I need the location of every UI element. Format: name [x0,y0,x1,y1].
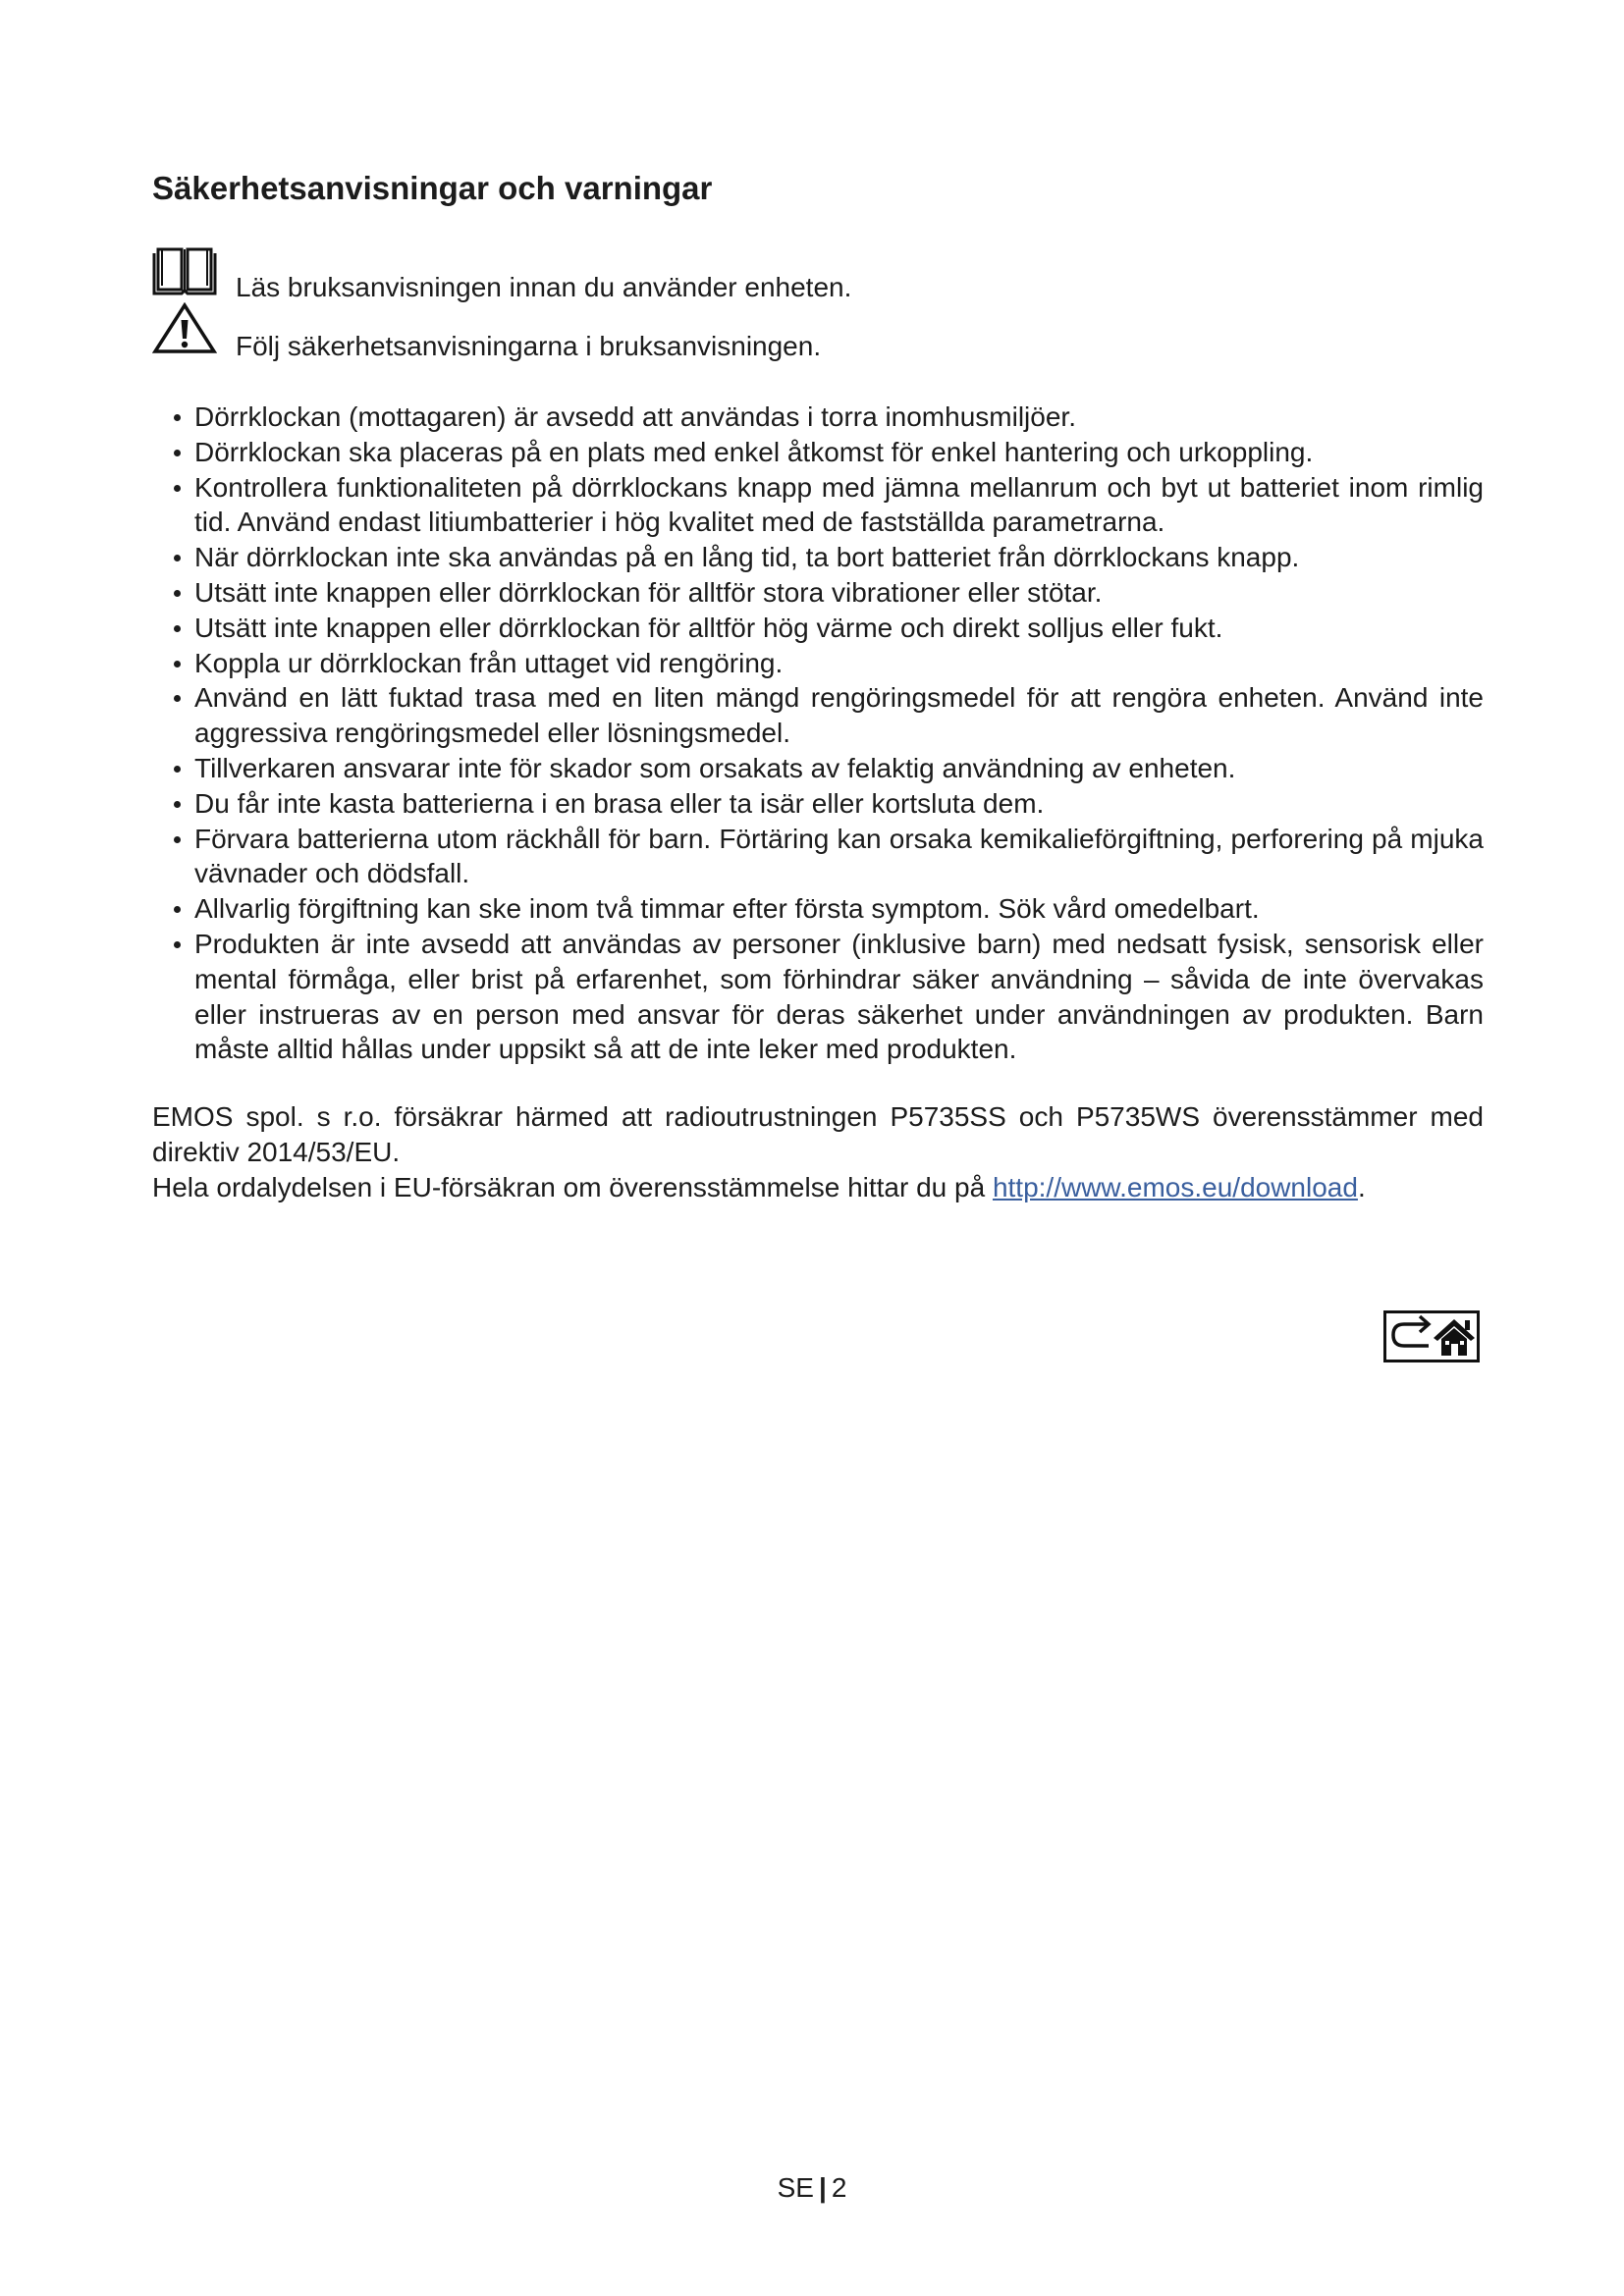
language-code: SE [777,2172,814,2203]
full-text-reference [152,1170,1484,1205]
list-item: Dörrklockan (mottagaren) är avsedd att användas i torra inomhusmiljöer. [152,400,1484,435]
list-item: Du får inte kasta batterierna i en brasa eller ta isär eller kortsluta dem. [152,786,1484,822]
list-item: När dörrklockan inte ska användas på en lång tid, ta bort batteriet från dörrklockans knapp. [152,540,1484,575]
full-text-prefix: Hela ordalydelsen i EU-försäkran om överensstämmelse hittar du på [152,1171,993,1202]
download-link[interactable]: http://www.emos.eu/download [992,1171,1358,1202]
list-item: Använd en lätt fuktad trasa med en liten mängd rengöringsmedel för att rengöra enheten. Använd inte aggressiva rengöringsmedel eller lösningsmedel. [152,680,1484,751]
page-number: 2 [831,2172,847,2203]
book-icon [152,245,217,301]
icon-note-follow-safety [152,300,1036,361]
warning-icon [152,302,217,359]
home-return-button[interactable] [1383,1310,1480,1362]
conformity-declaration: EMOS spol. s r.o. försäkrar härmed att radioutrustningen P5735SS och P5735WS överensstämmer med direktiv 2014/53/EU. [152,1101,1484,1167]
list-item: Kontrollera funktionaliteten på dörrklockans knapp med jämna mellanrum och byt ut batteriet inom rimlig tid. Använd endast litiumbatterier i hög kvalitet med de fastställda parametrarna. [152,470,1484,541]
safety-list [152,400,1484,1067]
page-footer [0,2170,1624,2206]
list-item: Allvarlig förgiftning kan ske inom två timmar efter första symptom. Sök vård omedelbart. [152,891,1484,927]
main-content [152,400,1484,1205]
list-item: Produkten är inte avsedd att användas av personer (inklusive barn) med nedsatt fysisk, sensorisk eller mental förmåga, eller brist på erfarenhet, som förhindrar säker användning – såvida de inte övervakas eller instrueras av en person med ansvar för deras säkerhet under användningen av produkten. Barn måste alltid hållas under uppsikt så att de inte leker med produkten. [152,927,1484,1067]
list-item: Utsätt inte knappen eller dörrklockan för alltför hög värme och direkt solljus eller fukt. [152,611,1484,646]
list-item: Förvara batterierna utom räckhåll för barn. Förtäring kan orsaka kemikalieförgiftning, perforering på mjuka vävnader och dödsfall. [152,822,1484,892]
footer-separator: | [818,2172,827,2203]
icon-note-text: Läs bruksanvisningen innan du använder enheten. [236,272,852,302]
icon-note-read-manual [152,241,1036,302]
full-text-suffix: . [1357,1171,1366,1202]
list-item: Koppla ur dörrklockan från uttaget vid rengöring. [152,646,1484,681]
home-return-icon [1383,1310,1480,1362]
list-item: Dörrklockan ska placeras på en plats med enkel åtkomst för enkel hantering och urkoppling. [152,435,1484,470]
icon-note-text: Följ säkerhetsanvisningarna i bruksanvisningen. [236,331,822,361]
list-item: Utsätt inte knappen eller dörrklockan för alltför stora vibrationer eller stötar. [152,575,1484,611]
list-item: Tillverkaren ansvarar inte för skador som orsakats av felaktig användning av enheten. [152,751,1484,786]
page-title: Säkerhetsanvisningar och varningar [152,170,713,206]
